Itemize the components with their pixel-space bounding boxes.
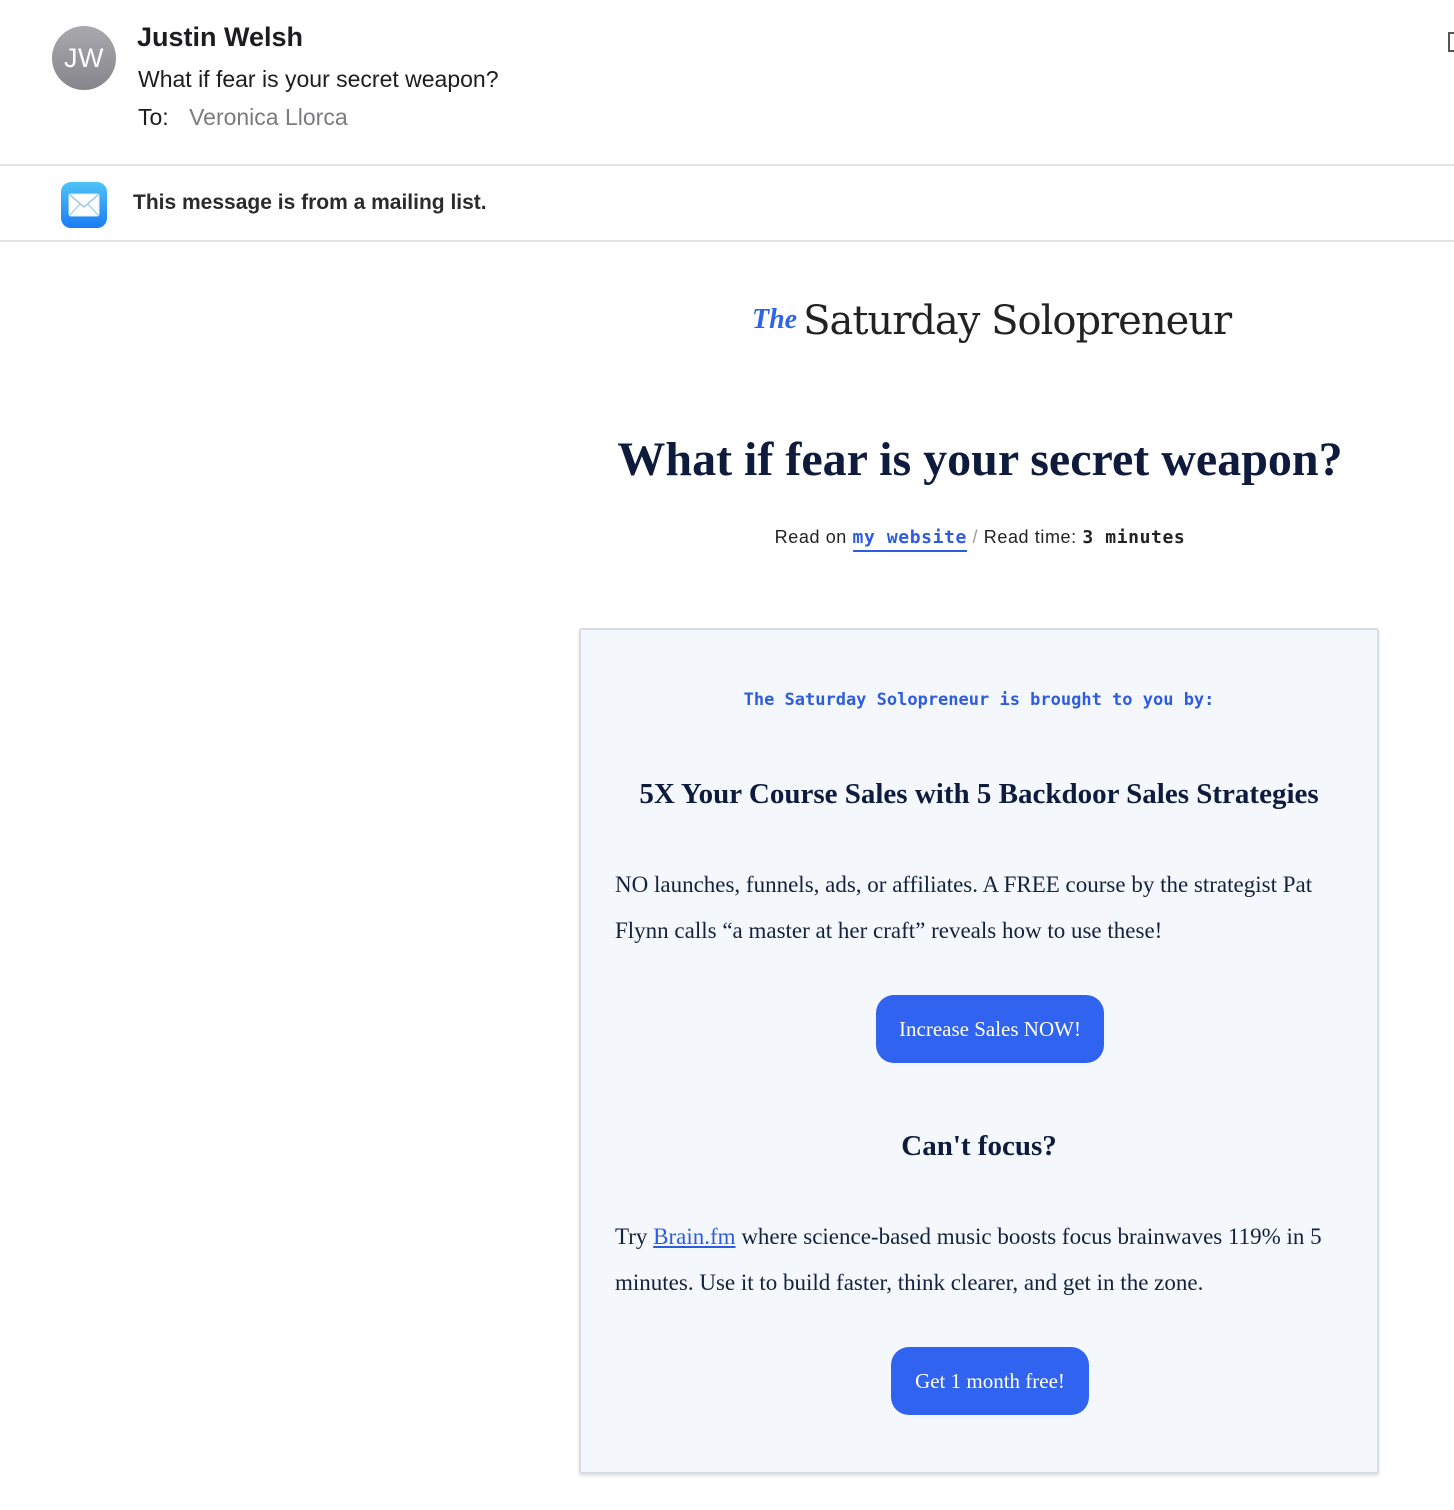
meta-separator: / <box>972 527 979 547</box>
sponsor-box <box>579 628 1379 1474</box>
sponsor-header: The Saturday Solopreneur is brought to you by: <box>743 690 1215 710</box>
read-meta <box>580 527 1380 548</box>
brainfm-link[interactable]: Brain.fm <box>653 1224 736 1249</box>
email-subject: What if fear is your secret weapon? <box>138 66 499 92</box>
read-time-value: 3 minutes <box>1082 527 1186 548</box>
read-on-label: Read on <box>774 527 847 547</box>
newsletter-title: What if fear is your secret weapon? <box>617 433 1343 486</box>
logo-name: Saturday Solopreneur <box>803 298 1232 344</box>
ad2-heading: Can't focus? <box>901 1130 1057 1162</box>
edge-control[interactable] <box>1448 32 1454 52</box>
get-free-month-button[interactable]: Get 1 month free! <box>891 1347 1089 1415</box>
logo-the: The <box>752 304 798 335</box>
ad2-body-pre: Try <box>615 1224 654 1249</box>
newsletter-logo[interactable] <box>752 298 1231 344</box>
to-label: To: <box>138 104 169 130</box>
mailing-list-banner <box>0 166 1454 242</box>
read-time-label: Read time: <box>983 527 1077 547</box>
ad2-body <box>615 1214 1345 1306</box>
avatar: JW <box>52 26 116 90</box>
sender-name: Justin Welsh <box>137 22 304 52</box>
recipient-name[interactable]: Veronica Llorca <box>189 104 348 130</box>
ad1-heading: 5X Your Course Sales with 5 Backdoor Sales Strategies <box>639 778 1319 810</box>
mail-icon <box>61 182 107 228</box>
increase-sales-button[interactable]: Increase Sales NOW! <box>876 995 1104 1063</box>
ad2-body-post: where science-based music boosts focus brainwaves 119% in 5 minutes. Use it to build faster, think clearer, and get in the zone. <box>615 1224 1322 1295</box>
email-header <box>0 0 1454 166</box>
ad1-body: NO launches, funnels, ads, or affiliates. A FREE course by the strategist Pat Flynn calls “a master at her craft” reveals how to use these! <box>615 872 1313 943</box>
website-link[interactable]: my website <box>853 527 967 552</box>
recipient-row <box>138 104 348 131</box>
banner-text: This message is from a mailing list. <box>133 191 487 214</box>
